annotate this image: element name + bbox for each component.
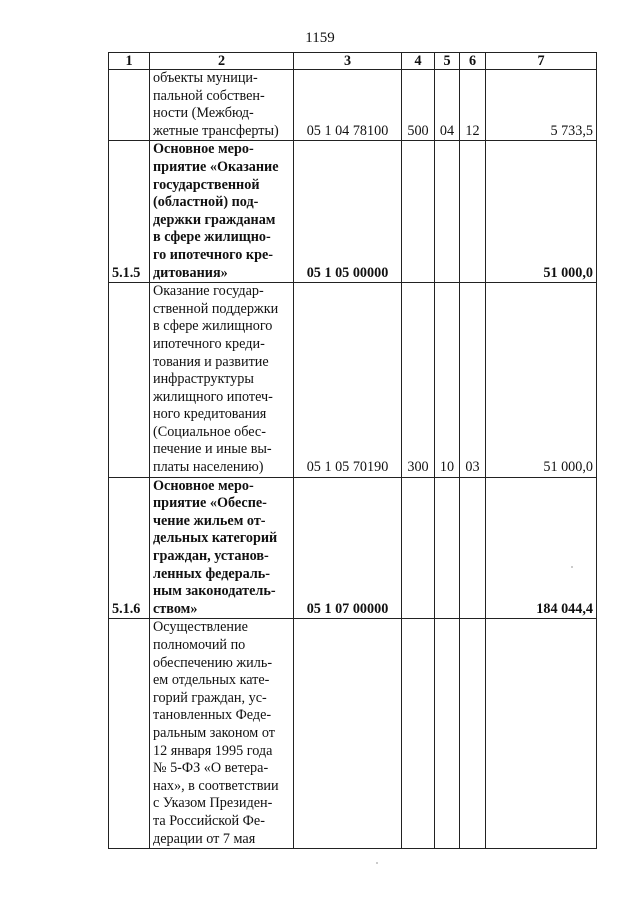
table-row — [109, 70, 597, 141]
table-row — [109, 477, 597, 619]
amount: 5 733,5 — [486, 70, 597, 141]
column-header: 1 — [109, 53, 150, 70]
row-name: Оказание государ- ственной поддержки в сфере жилищного ипотечного креди- тования и развитие инфраструктуры жилищного ипотеч- ного кредитования (Социальное обес- печение и иные вы- платы населению) — [150, 283, 294, 478]
budget-code — [294, 619, 402, 849]
subsection-code — [460, 477, 486, 619]
row-number: 5.1.6 — [109, 477, 150, 619]
column-header: 4 — [402, 53, 435, 70]
column-header: 7 — [486, 53, 597, 70]
subsection-code: 12 — [460, 70, 486, 141]
table-row — [109, 141, 597, 283]
column-header: 5 — [435, 53, 460, 70]
row-number — [109, 70, 150, 141]
budget-code: 05 1 05 70190 — [294, 283, 402, 478]
table-row — [109, 619, 597, 849]
budget-code: 05 1 07 00000 — [294, 477, 402, 619]
budget-code: 05 1 04 78100 — [294, 70, 402, 141]
row-name: объекты муници- пальной собствен- ности (Межбюд- жетные трансферты) — [150, 70, 294, 141]
row-number — [109, 619, 150, 849]
amount — [486, 619, 597, 849]
section-code — [435, 477, 460, 619]
expense-type — [402, 477, 435, 619]
row-name: Основное меро- приятие «Оказание государственной (областной) под- держки гражданам в сфере жилищно- го ипотечного кре- дитования» — [150, 141, 294, 283]
subsection-code: 03 — [460, 283, 486, 478]
row-number — [109, 283, 150, 478]
section-code: 10 — [435, 283, 460, 478]
page-number: 1159 — [305, 30, 335, 46]
expense-type — [402, 619, 435, 849]
amount: 184 044,4 — [486, 477, 597, 619]
subsection-code — [460, 619, 486, 849]
budget-table — [108, 52, 597, 849]
section-code: 04 — [435, 70, 460, 141]
column-header: 6 — [460, 53, 486, 70]
row-number: 5.1.5 — [109, 141, 150, 283]
table-row — [109, 283, 597, 478]
expense-type: 300 — [402, 283, 435, 478]
row-name: Основное меро- приятие «Обеспе- чение жильем от- дельных категорий граждан, установ- ленных федераль- ным законодатель- ством» — [150, 477, 294, 619]
column-header: 3 — [294, 53, 402, 70]
amount: 51 000,0 — [486, 141, 597, 283]
scan-speck — [376, 862, 378, 864]
amount: 51 000,0 — [486, 283, 597, 478]
section-code — [435, 141, 460, 283]
subsection-code — [460, 141, 486, 283]
expense-type: 500 — [402, 70, 435, 141]
column-header: 2 — [150, 53, 294, 70]
row-name: Осуществление полномочий по обеспечению жиль- ем отдельных кате- горий граждан, ус- тановленных Феде- ральным законом от 12 января 1995 года № 5-ФЗ «О ветера- нах», в соответствии с Указом Президен- та Российской Фе- дерации от 7 мая — [150, 619, 294, 849]
section-code — [435, 619, 460, 849]
scan-speck — [571, 566, 573, 568]
expense-type — [402, 141, 435, 283]
budget-code: 05 1 05 00000 — [294, 141, 402, 283]
table-header-row — [109, 53, 597, 70]
